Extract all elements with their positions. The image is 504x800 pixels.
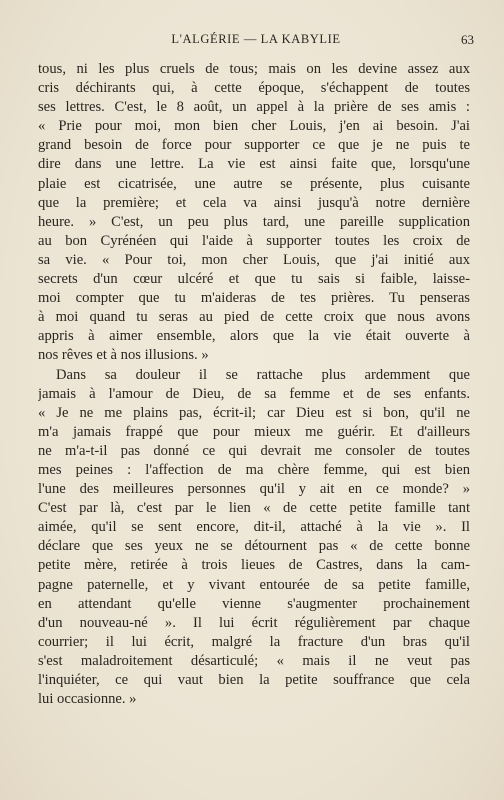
text-line: m'a jamais frappé que pour mieux me guérir. Et d'ailleurs bbox=[38, 423, 470, 440]
text-line: « Je ne me plains pas, écrit-il; car Dieu est si bon, qu'il ne bbox=[38, 404, 470, 421]
text-line: Dans sa douleur il se rattache plus ardemment que bbox=[56, 366, 470, 383]
text-line: ses lettres. C'est, le 8 août, un appel à la prière de ses amis : bbox=[38, 99, 470, 116]
text-line: lui occasionne. » bbox=[38, 691, 137, 708]
text-line: courrier; il lui écrit, malgré la fracture d'un bras qu'il bbox=[38, 633, 470, 650]
text-line: en attendant qu'elle vienne s'augmenter prochainement bbox=[38, 595, 470, 612]
text-line: mes peines : l'affection de ma chère femme, qui est bien bbox=[38, 461, 470, 478]
text-line: cris déchirants qui, à cette époque, s'échappent de toutes bbox=[38, 80, 470, 97]
text-line: à moi quand tu seras au pied de cette croix que nous avons bbox=[38, 309, 470, 326]
text-line: C'est par là, c'est par le lien « de cette petite famille tant bbox=[38, 500, 470, 517]
text-line: petite mère, retirée à trois lieues de Castres, dans la cam- bbox=[38, 557, 470, 574]
text-line: appris à aimer ensemble, alors que la vie était ouverte à bbox=[38, 328, 470, 345]
text-line: l'une des meilleures personnes qu'il y ait en ce monde? » bbox=[38, 481, 470, 498]
text-line: s'est maladroitement désarticulé; « mais il ne veut pas bbox=[38, 652, 470, 669]
text-line: tous, ni les plus cruels de tous; mais on les devine assez aux bbox=[38, 61, 470, 77]
text-line: nos rêves et à nos illusions. » bbox=[38, 347, 209, 364]
page-header bbox=[38, 32, 474, 50]
text-line: aimée, qu'il se sent encore, dit-il, attaché à la vie ». Il bbox=[38, 519, 470, 536]
text-line: sa vie. « Pour toi, mon cher Louis, que j'ai initié aux bbox=[38, 251, 470, 268]
text-line: heure. » C'est, un peu plus tard, une pareille supplication bbox=[38, 213, 470, 230]
text-line: moi compter que tu m'aideras de tes prières. Tu penseras bbox=[38, 290, 470, 307]
text-line: au bon Cyrénéen qui l'aide à supporter toutes les croix de bbox=[38, 232, 470, 249]
text-line: jamais à l'amour de Dieu, de sa femme et de ses enfants. bbox=[38, 385, 470, 402]
text-line: pagne paternelle, et y vivant entourée de sa petite famille, bbox=[38, 576, 470, 593]
text-line: secrets d'un cœur ulcéré et que tu sais si faible, laisse- bbox=[38, 271, 470, 288]
text-line: plaie est cicatrisée, une autre se présente, plus cuisante bbox=[38, 175, 470, 192]
page-number: 63 bbox=[461, 32, 474, 47]
text-line: d'un nouveau-né ». Il lui écrit régulièrement par chaque bbox=[38, 614, 470, 631]
text-line: dire dans une lettre. La vie est ainsi faite que, lorsqu'une bbox=[38, 156, 470, 173]
text-line: ne m'a-t-il pas donné ce qui devrait me consoler de toutes bbox=[38, 442, 470, 459]
text-line: déclare que ses yeux ne se détournent pas « de cette bonne bbox=[38, 538, 470, 555]
text-line: que la première; et cela va ainsi jusqu'à notre dernière bbox=[38, 194, 470, 211]
running-head: L'ALGÉRIE — LA KABYLIE bbox=[171, 32, 341, 46]
text-line: l'inquiéter, ce qui vaut bien la petite souffrance que cela bbox=[38, 672, 470, 688]
body-text bbox=[38, 60, 470, 709]
text-line: « Prie pour moi, mon bien cher Louis, j'en ai besoin. J'ai bbox=[38, 118, 470, 135]
text-line: grand besoin de force pour supporter ce que je ne puis te bbox=[38, 137, 470, 154]
